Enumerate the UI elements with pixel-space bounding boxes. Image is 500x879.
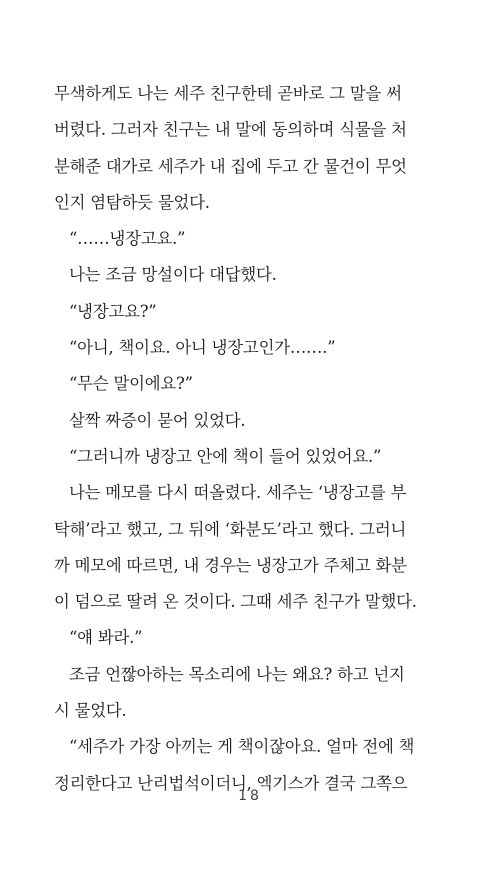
text-line: 인지 염탐하듯 물었다. xyxy=(54,192,210,212)
text-line: 나는 메모를 다시 떠올렸다. 세주는 ‘냉장고를 부 xyxy=(69,483,407,503)
text-line: 시 물었다. xyxy=(54,701,127,721)
text-line: 조금 언짢아하는 목소리에 나는 왜요? 하고 넌지 xyxy=(69,664,405,684)
text-line: 까 메모에 따르면, 내 경우는 냉장고가 주체고 화분 xyxy=(54,555,407,575)
text-line: 분해준 대가로 세주가 내 집에 두고 간 물건이 무엇 xyxy=(54,156,407,176)
text-line: 탁해’라고 했고, 그 뒤에 ‘화분도’라고 했다. 그러니 xyxy=(54,519,407,539)
text-line: “그러니까 냉장고 안에 책이 들어 있었어요.” xyxy=(69,446,382,466)
text-line: 나는 조금 망설이다 대답했다. xyxy=(69,265,277,285)
text-line: 정리한다고 난리법석이더니, 엑기스가 결국 그쪽으 xyxy=(54,773,408,793)
text-line: 무색하게도 나는 세주 친구한테 곧바로 그 말을 써 xyxy=(54,84,402,103)
text-line: “무슨 말이에요?” xyxy=(69,374,193,394)
text-line: “……냉장고요.” xyxy=(69,229,186,249)
text-line: 살짝 짜증이 묻어 있었다. xyxy=(69,410,246,430)
text-line: “냉장고요?” xyxy=(69,301,157,321)
text-line: “얘 봐라.” xyxy=(69,628,143,648)
body-text xyxy=(54,76,454,802)
page-number: 18 xyxy=(238,788,262,804)
text-line: 이 덤으로 딸려 온 것이다. 그때 세주 친구가 말했다. xyxy=(54,592,417,612)
text-line: “세주가 가장 아끼는 게 책이잖아요. 얼마 전에 책 xyxy=(69,737,415,757)
text-line: “아니, 책이요. 아니 냉장고인가…….” xyxy=(69,338,336,358)
text-line: 버렸다. 그러자 친구는 내 말에 동의하며 식물을 처 xyxy=(54,120,407,140)
